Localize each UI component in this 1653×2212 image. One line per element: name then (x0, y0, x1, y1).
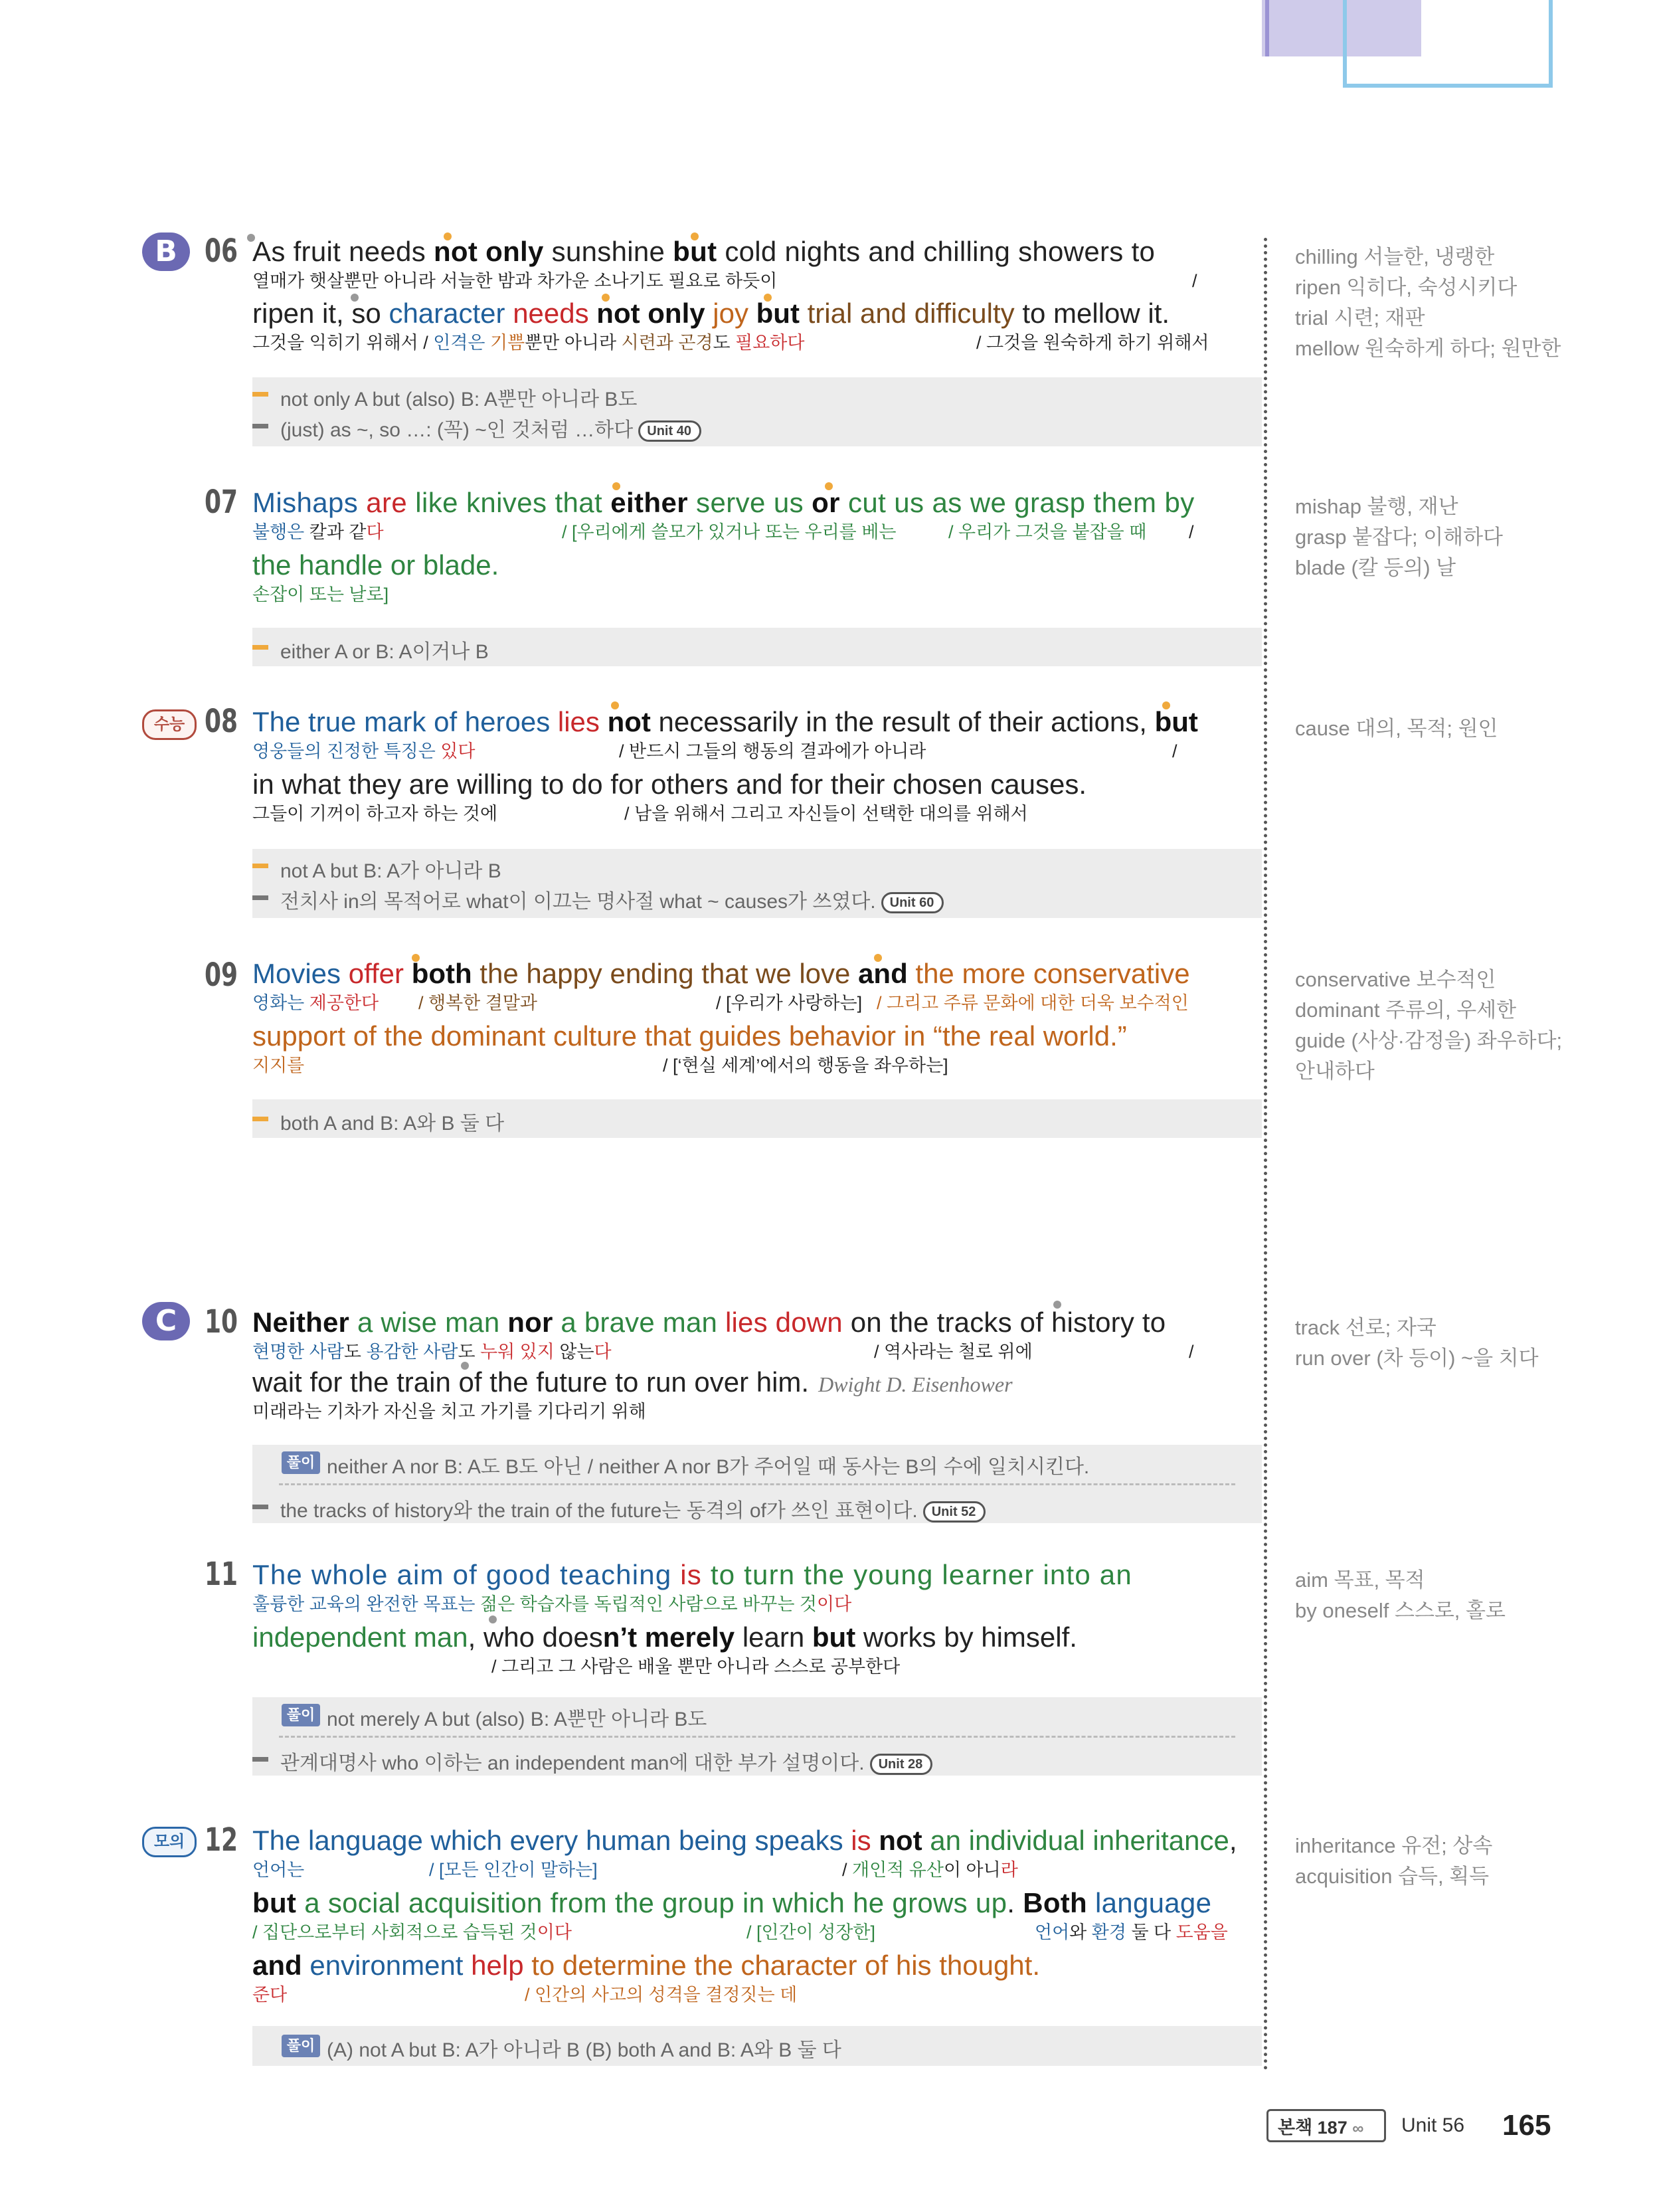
translation-slash: / (1192, 271, 1197, 291)
note-line: not merely A but (also) B: A뿐만 아니라 B도 (327, 1708, 707, 1730)
translation-08-line2: 그들이 기꺼이 하고자 하는 것에 (252, 804, 498, 824)
translation-12-line2: / 집단으로부터 사회적으로 습득된 것이다 (252, 1922, 572, 1942)
sentence-06-line2: ripen it, so character needs not only joy but trial and difficulty to mellow it. (252, 298, 1170, 329)
unit-reference-link[interactable]: Unit 28 (870, 1754, 933, 1775)
translation-12-line1b: / [모든 인간이 말하는] (429, 1860, 598, 1880)
translation-11-line1: 훌륭한 교육의 완전한 목표는 젊은 학습자를 독립적인 사람으로 바꾸는 것이다 (252, 1594, 852, 1614)
explanation-tag: 풀이 (282, 1451, 320, 1474)
translation-slash: / (1172, 741, 1177, 761)
mock-exam-badge: 모의 (142, 1827, 197, 1857)
unit-reference-link[interactable]: Unit 40 (638, 420, 701, 442)
note-line: not A but B: A가 아니라 B (280, 860, 501, 882)
item-number-06: 06 (205, 232, 238, 270)
translation-07-line2: 손잡이 또는 날로] (252, 585, 389, 604)
translation-09-line1: 영화는 제공한다 (252, 993, 379, 1013)
vocab-09: conservative 보수적인 dominant 주류의, 우세한 guide (사상·감정을) 좌우하다; 안내하다 (1295, 968, 1563, 1083)
note-line: 전치사 in의 목적어로 what이 이끄는 명사절 what ~ causes가 쓰였다. Unit 60 (280, 885, 944, 914)
sentence-12-line1: The language which every human being speaks is not an individual inheritance, (252, 1825, 1237, 1856)
sentence-07-line1: Mishaps are like knives that either serve us or cut us as we grasp them by (252, 487, 1195, 518)
section-c-badge: C (142, 1302, 190, 1340)
translation-06-line1: 열매가 햇살뿐만 아니라 서늘한 밤과 차가운 소나기도 필요로 하듯이 (252, 271, 778, 291)
note-marker (252, 392, 268, 397)
translation-09-line2: 지지를 (252, 1056, 305, 1075)
sentence-11-line1: The whole aim of good teaching is to turn the young learner into an (252, 1559, 1132, 1590)
translation-12-line2b: / [인간이 성장한] (746, 1922, 875, 1942)
item-number-08: 08 (205, 703, 238, 740)
explanation-tag: 풀이 (282, 1704, 320, 1726)
suneung-badge: 수능 (142, 709, 197, 740)
translation-12-line1c: / 개인적 유산이 아니라 (842, 1860, 1018, 1880)
vocab-06: chilling 서늘한, 냉랭한 ripen 익히다, 숙성시키다 trial 시련; 재판 mellow 원숙하게 하다; 원만한 (1295, 245, 1561, 360)
note-separator (279, 1483, 1235, 1485)
sentence-11-line2: independent man, who doesn’t merely learn but works by himself. (252, 1621, 1077, 1653)
grammar-note-12 (252, 2026, 1262, 2066)
translation-06-line2-end: / 그것을 원숙하게 하기 위해서 (976, 333, 1209, 353)
note-marker (252, 1505, 268, 1509)
translation-12-line2c: 언어와 환경 둘 다 도움을 (1035, 1922, 1228, 1942)
note-marker (252, 1757, 268, 1762)
unit-reference-link[interactable]: Unit 60 (881, 892, 944, 913)
sentence-09-line2: support of the dominant culture that guides behavior in “the real world.” (252, 1020, 1127, 1052)
translation-11-line2: / 그리고 그 사람은 배울 뿐만 아니라 스스로 공부한다 (491, 1657, 901, 1677)
sentence-12-line3: and environment help to determine the character of his thought. (252, 1950, 1040, 1981)
sentence-08-line2: in what they are willing to do for others and for their chosen causes. (252, 769, 1087, 800)
note-line: not only A but (also) B: A뿐만 아니라 B도 (280, 389, 638, 411)
note-line: neither A nor B: A도 B도 아닌 / neither A nor B가 주어일 때 동사는 B의 수에 일치시킨다. (327, 1456, 1090, 1478)
header-decoration-edge (1265, 0, 1269, 56)
column-divider (1264, 238, 1267, 2071)
translation-08-line2b: / 남을 위해서 그리고 자신들이 선택한 대의를 위해서 (624, 804, 1028, 824)
item-number-09: 09 (205, 957, 238, 994)
translation-12-line3b: / 인간의 사고의 성격을 결정짓는 데 (525, 1985, 798, 2005)
grammar-note-11 (252, 1697, 1262, 1776)
note-marker (252, 424, 268, 428)
item-number-07: 07 (205, 484, 238, 521)
note-marker (252, 864, 268, 868)
vocab-10: track 선로; 자국 run over (차 등이) ~을 치다 (1295, 1316, 1539, 1370)
vocab-11: aim 목표, 목적 by oneself 스스로, 홀로 (1295, 1568, 1506, 1622)
grammar-note-07 (252, 628, 1262, 666)
note-line: 관계대명사 who 이하는 an independent man에 대한 부가 설명이다. Unit 28 (280, 1746, 932, 1776)
note-marker (252, 1117, 268, 1121)
translation-08-line1b: / 반드시 그들의 행동의 결과에가 아니라 (619, 741, 926, 761)
section-b-badge: B (142, 232, 190, 271)
footer-unit: Unit 56 (1401, 2114, 1465, 2136)
header-decoration-blue-frame (1343, 0, 1553, 88)
translation-10-line2: 미래라는 기차가 자신을 치고 가기를 기다리기 위해 (252, 1402, 646, 1422)
translation-08-line1: 영웅들의 진정한 특징은 있다 (252, 741, 476, 761)
page-number: 165 (1502, 2109, 1551, 2142)
sentence-10-line2: wait for the train of the future to run over him. Dwight D. Eisenhower (252, 1366, 1013, 1398)
sentence-06-line1: As fruit needs not only sunshine but cold nights and chilling showers to (252, 236, 1156, 267)
explanation-tag: 풀이 (282, 2035, 320, 2057)
translation-12-line1: 언어는 (252, 1860, 305, 1880)
grammar-note-10 (252, 1445, 1262, 1523)
translation-12-line3: 준다 (252, 1985, 288, 2005)
item-number-10: 10 (205, 1303, 238, 1340)
main-book-reference-link[interactable]: 본책 187 ∞ (1266, 2109, 1386, 2142)
note-line: the tracks of history와 the train of the future는 동격의 of가 쓰인 표현이다. Unit 52 (280, 1494, 986, 1523)
note-marker (252, 895, 268, 900)
translation-slash: / (1189, 522, 1194, 542)
item-number-11: 11 (205, 1556, 238, 1593)
vocab-12: inheritance 유전; 상속 acquisition 습득, 획득 (1295, 1834, 1493, 1888)
quote-author: Dwight D. Eisenhower (818, 1372, 1013, 1396)
translation-09-line2b: / [‘현실 세계’에서의 행동을 좌우하는] (663, 1056, 948, 1075)
note-line: either A or B: A이거나 B (280, 641, 489, 663)
grammar-note-08 (252, 849, 1262, 918)
grammar-note-09 (252, 1099, 1262, 1138)
translation-09-line1c: / [우리가 사랑하는] (716, 993, 863, 1013)
unit-reference-link[interactable]: Unit 52 (923, 1501, 986, 1522)
item-number-12: 12 (205, 1821, 238, 1859)
vocab-08: cause 대의, 목적; 원인 (1295, 717, 1498, 740)
translation-07-line1c: / 우리가 그것을 붙잡을 때 (948, 522, 1147, 542)
translation-07-line1: 불행은 칼과 같다 (252, 522, 384, 542)
translation-09-line1d: / 그리고 주류 문화에 대한 더욱 보수적인 (877, 993, 1189, 1013)
note-line: (just) as ~, so …: (꼭) ~인 것처럼 …하다 Unit 40 (280, 413, 701, 442)
translation-06-line2: 그것을 익히기 위해서 / 인격은 기쁨뿐만 아니라 시련과 곤경도 필요하다 (252, 333, 805, 353)
vocab-07: mishap 불행, 재난 grasp 붙잡다; 이해하다 blade (칼 등의) 날 (1295, 495, 1504, 579)
grammar-note-06 (252, 377, 1262, 446)
translation-10-line1: 현명한 사람도 용감한 사람도 누워 있지 않는다 (252, 1342, 612, 1362)
translation-slash: / (1189, 1342, 1194, 1362)
translation-07-line1b: / [우리에게 쓸모가 있거나 또는 우리를 베는 (562, 522, 897, 542)
sentence-09-line1: Movies offer both the happy ending that we love and the more conservative (252, 958, 1190, 989)
sentence-08-line1: The true mark of heroes lies not necessarily in the result of their actions, but (252, 706, 1198, 737)
note-line: (A) not A but B: A가 아니라 B (B) both A and B: A와 B 둘 다 (327, 2039, 841, 2061)
note-marker (252, 645, 268, 650)
sentence-07-line2: the handle or blade. (252, 549, 499, 581)
sentence-12-line2: but a social acquisition from the group in which he grows up. Both language (252, 1887, 1212, 1918)
note-separator (279, 1736, 1235, 1738)
translation-10-line1b: / 역사라는 철로 위에 (874, 1342, 1033, 1362)
note-line: both A and B: A와 B 둘 다 (280, 1113, 505, 1135)
translation-09-line1b: / 행복한 결말과 (418, 993, 537, 1013)
sentence-10-line1: Neither a wise man nor a brave man lies down on the tracks of history to (252, 1307, 1166, 1338)
